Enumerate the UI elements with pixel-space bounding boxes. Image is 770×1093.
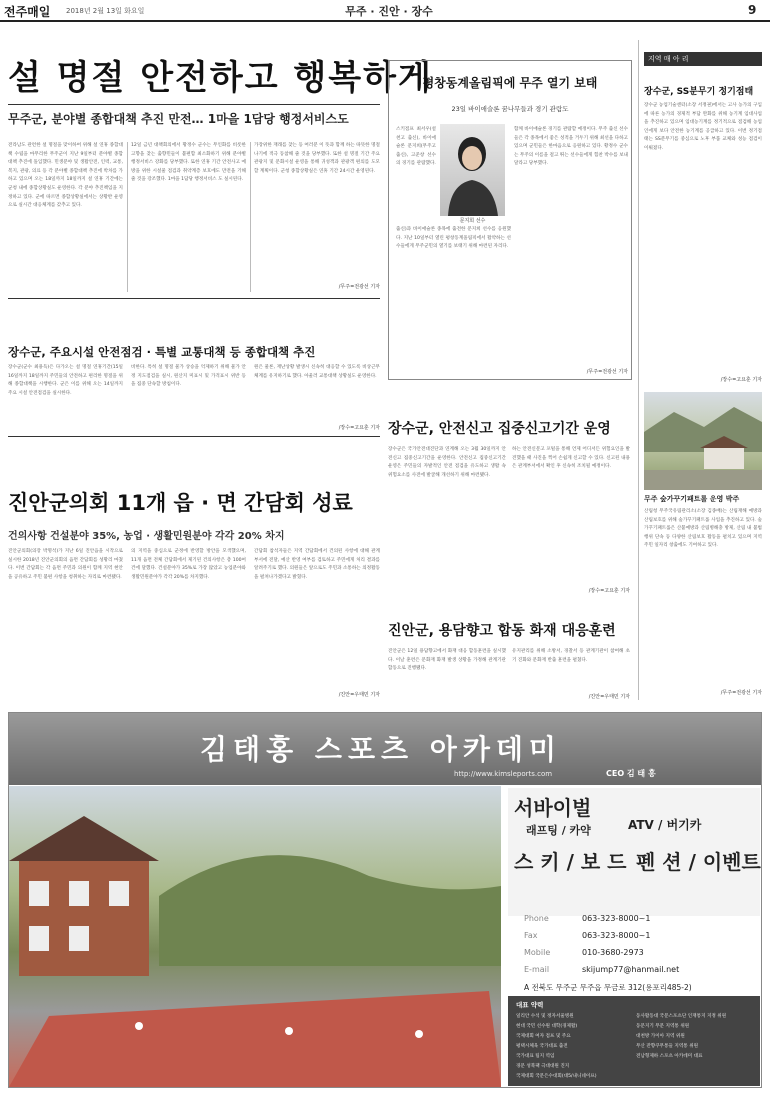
- body-art3-col3: 간담회 참석자들은 지역 간담회에서 건의된 사항에 대해 관계 부서에 전달, 예산 반영 여부를 검토하고 주민에게 처리 결과를 알려주기로 했다. 의원들은 앞으로도 주민과 소통하는 의정활동을 펼쳐나가겠다고 밝혔다.: [254, 549, 380, 580]
- headline-art2: 장수군, 주요시설 안전점검 · 특별 교통대책 등 종합대책 추진: [8, 345, 316, 359]
- sports-field-icon: [9, 786, 501, 1087]
- headline-art3: 진안군의회 11개 읍 · 면 간담회 성료: [8, 491, 353, 515]
- body-art6-col1: 진안군은 12일 용담향고에서 화재 대응 합동훈련을 실시했다. 이날 훈련은 문화재 화재 발생 상황을 가정해 관계기관 합동으로 진행됐다.: [388, 649, 506, 672]
- ad-address: A 전북도 무주군 무주읍 무금로 312(용포리485-2): [524, 983, 692, 992]
- history-item: 동사활동대 국문스포츠단 인재통지 지정 위원: [636, 1014, 727, 1019]
- body-art4-col1a: 스키점프 최서우(설천고 출신), 바이애슬론 문지희(무주고 출신), 고준창 선수의 경기를 관람했다.: [396, 127, 436, 167]
- subhead-art3: 건의사항 건설분야 35%, 농업 · 생활민원분야 각각 20% 차지: [8, 531, 285, 542]
- byline-art5: /장수=고요훈 기자: [588, 588, 630, 594]
- ad-history-left: [516, 1012, 628, 1082]
- ad-mobile-label: Mobile: [524, 948, 551, 957]
- page-number: 9: [748, 3, 757, 17]
- sidebar-photo-caption: 무주 숲가꾸기패트롤 운영 박주: [644, 495, 740, 503]
- byline-art6: /진안=우태민 기자: [588, 694, 630, 700]
- issue-date: 2018년 2월 13일 화요일: [66, 7, 145, 15]
- body-art2-col3: 원은 물론, 재난상황 발생시 신속히 대응할 수 있도록 비상근무체계를 유지하기로 했다. 아울러 교통대책 상황실도 운영한다.: [254, 365, 380, 379]
- body-art6-col2: 유지관리를 위해 소방서, 경찰서 등 관계기관이 참여해 초기 진화와 문화재 반출 훈련을 펼쳤다.: [512, 649, 630, 663]
- history-item: 일리안 수석 및 정자서울병원: [516, 1014, 574, 1019]
- ad-ski: 스 키 / 보 드: [514, 850, 627, 874]
- person-silhouette-icon: [440, 124, 505, 216]
- byline-art1: /무주=전광선 기자: [338, 284, 380, 290]
- ad-atv: ATV / 버기카: [628, 818, 702, 832]
- athlete-photo: [440, 124, 505, 216]
- ad-phone: 063-323-8000~1: [582, 914, 651, 923]
- history-item: 대천방 가이아 지역 위원: [636, 1034, 685, 1039]
- page-header: [0, 0, 770, 22]
- history-item: 현대 국민 선수원 대학(경제활): [516, 1024, 578, 1029]
- ad-email-label: E-mail: [524, 965, 550, 974]
- ad-rafting: 래프팅 / 카약: [526, 824, 591, 837]
- ad-photo: [9, 786, 501, 1087]
- ad-title: 김태홍 스포츠 아카데미: [200, 733, 562, 766]
- body-art2-col2: 비한다. 특히 설 명절 물가 상승을 억제하기 위해 물가 안정 지도점검을 실시, 원산지 미표시 및 가격표시 위반 등을 집중 단속할 방침이다.: [131, 365, 246, 388]
- ad-fax-label: Fax: [524, 931, 538, 940]
- history-item: 국제대회 국문은수대회(대5/내니네이프): [516, 1074, 597, 1079]
- byline-art4: /무주=전광선 기자: [586, 369, 628, 375]
- body-art4-col2: 함께 바이애슬론 경기를 관람할 예정이다. 무주 출신 선수들은 각 종목에서 좋은 성적을 거두기 위해 최선을 다하고 있으며 군민들은 한마음으로 응원하고 있다. 황정수 군수는 무주의 이름을 걸고 뛰는 선수들에게 힘찬 박수를 보내달라고 당부했다.: [514, 127, 628, 167]
- body-art2-col1: 장수군(군수 최용득)은 다가오는 설 명절 연휴기간(15일 16일까지 18일까지 주민들의 안전하고 편리한 명절을 위해 종합대책을 시행한다. 군은 이를 위해 오는 14일까지 주요 시설 안전점검을 실시한다.: [8, 365, 123, 396]
- body-art5-col2: 하는 안전신문고 포털을 통해 언제 어디서든 위험요인을 발견했을 때 사진을 찍어 손쉽게 신고할 수 있다. 신고된 내용은 관계부서에서 확인 후 신속히 조치될 예정이다.: [512, 447, 630, 470]
- byline-art2: /장수=고요훈 기자: [338, 425, 380, 431]
- body-art1-col1: 전라남도 관련한 설 명절을 맞이하여 위해 설 연휴 종합대책 수립을 마무리한 무주군이 지난 9일부터 분야별 종합대책 추진에 돌입했다. 민생분야 및 생활안전, 인력, 교통, 복지, 관광, 의료 등 각 분야별 종합대책 추진에 박차를 가하고 있으며 오는 18일까지 18일까지 설 연휴 기간에는 군청 내에 종합상황실도 운영한다. 각 분야 추진책임을 지정하고 있다. 군에 따르면 종합상황실에서는 상황반 운영으로 실시간 대응체계를 갖추고 있다.: [8, 143, 123, 209]
- ad-ceo: CEO 김 태 홍: [606, 769, 656, 778]
- ad-mobile: 010-3680-2973: [582, 948, 644, 957]
- byline-art3: /진안=우태민 기자: [338, 692, 380, 698]
- history-item: 평택시체육 국가대표 출전: [516, 1044, 568, 1049]
- body-art1-col2: 12일 금년 대책회의에서 황정수 군수는 무인화를 비롯한 고향을 찾는 출향민들이 불편함 최소화하기 위해 분야별 행정서비스 강화를 당부했다. 또한 연휴 기간 안전사고 예방을 위한 시설물 점검과 취약계층 보호에도 만전을 기해줄 것을 강조했다. 1마을 1담당 행정서비스 도 실시된다.: [131, 143, 246, 183]
- ad-url[interactable]: http://www.kimsleports.com: [454, 770, 553, 778]
- history-item: 국가대표 팀지 역임: [516, 1054, 555, 1059]
- sidebar-body-2: 산림청 무주국유림관리소(소장 김종배)는 산림재해 예방과 산림보호를 위해 숲가꾸기패트롤 사업을 추진하고 있다. 숲가꾸기패트롤은 산불예방과 산림병해충 방제, 산림 내 불법행위 단속 등 다양한 산림보호 활동을 펼치고 있으며 지역 주민 일자리 창출에도 기여하고 있다.: [644, 509, 762, 549]
- sidebar-byline-2: /무주=전광선 기자: [720, 690, 762, 696]
- headline-art5: 장수군, 안전신고 집중신고기간 운영: [388, 421, 611, 437]
- body-art3-col2: 의 지역을 중심으로 군정에 반영할 방안을 모색했으며, 11개 읍면 전체 간담회에서 제기된 건의사항은 총 100여건에 달했다. 건설분야가 35%로 가장 많았고 농업분야와 생활민원분야가 각각 20%를 차지했다.: [131, 549, 246, 580]
- history-item: 동문지기 무문 지역통 위원: [636, 1024, 690, 1029]
- sidebar-headline-1: 장수군, SS분무기 정기점태: [644, 87, 754, 97]
- ad-phone-label: Phone: [524, 914, 549, 923]
- ad-survival: 서바이벌: [514, 796, 592, 820]
- body-art1-col3: 가장위한 재래를 찾는 등 여러분 이 뜻과 함께 하는 따뜻한 명절 나기에 적극 동참해 줄 것을 당부했다. 또한 설 명절 기간 주요 관광지 및 문화시설 운영을 통해 귀성객과 관광객 편의를 도모할 계획이다. 군청 종합상황실은 연휴 기간 24시간 운영된다.: [254, 143, 380, 174]
- subhead-art4: 23일 바이애슬론 꿈나무들과 경기 관람도: [451, 105, 569, 113]
- ad-email[interactable]: skijump77@hanmail.net: [582, 965, 680, 974]
- sidebar-tag: 지역 매 아 리: [644, 52, 762, 66]
- sidebar-body-1: 장수군 농업기술센터(소장 서정권)에서는 고사 농가의 구입에 따른 농가의 경제적 부담 완화를 위해 농기계 임대사업을 추진하고 있으며 임대농기계를 정기적으로 점검해 농업인에게 보다 안전한 농기계를 공급하고 있다. 이번 정기점태는 SS분무기를 중심으로 노후 부품 교체와 성능 점검이 이뤄졌다.: [644, 103, 762, 151]
- body-art5-col1: 장수군은 국가안전대진단과 연계해 오는 3월 30일까지 안전신고 집중신고기간을 운영한다. 안전신고 집중신고기간 운영은 주민들의 자발적인 안전 점검을 유도하고 생활 속 위험요소를 사전에 발굴해 개선하기 위해 마련됐다.: [388, 447, 506, 478]
- headline-art6: 진안군, 용담향고 합동 화재 대응훈련: [388, 623, 616, 639]
- history-item: 전남형제하 스포츠 아카데미 대표: [636, 1054, 703, 1059]
- ad-history-title: 대표 약력: [516, 1001, 544, 1009]
- photo-caption-art4: 문지희 선수: [459, 218, 486, 224]
- ad-pension: 펜 션 / 이벤트: [636, 850, 761, 874]
- subhead-art1: 무주군, 분야별 종합대책 추진 만전… 1마을 1담당 행정서비스도: [8, 112, 349, 126]
- section-name: 무주 · 진안 · 장수: [345, 5, 433, 18]
- body-art3-col1: 진안군의회(의장 박명석)가 지난 6일 진안읍을 시작으로 실시한 2018년 진안군의회의 읍면 간담회를 성황리 마쳤다. 이번 간담회는 각 읍면 주민과 의원이 함께 지역 현안을 공유하고 주민 불편 사항을 청취하는 자리로 마련됐다.: [8, 549, 123, 580]
- village-scene-icon: [644, 392, 762, 490]
- history-item: 무산 잔향쿠무통들 지역통 위원: [636, 1044, 699, 1049]
- sidebar-byline-1: /장수=고요훈 기자: [720, 377, 762, 383]
- history-item: 경문 성북팩 극대대원 진지: [516, 1064, 570, 1069]
- history-item: 국제대회 여자 점프 및 주요: [516, 1034, 571, 1039]
- newspaper-logo: 전주매일: [4, 5, 51, 19]
- headline-art1: 설 명절 안전하고 행복하게: [8, 58, 433, 98]
- ad-history-right: [636, 1012, 756, 1062]
- headline-art4: 평창동계올림픽에 무주 열기 보태: [422, 76, 598, 90]
- sidebar-photo: [644, 392, 762, 490]
- body-art4-col1b: 출신)과 바이애슬론 종목에 출전한 문지희 선수를 응원했다. 지난 10일부터 열린 평창동계올림픽에서 활약하는 선수들에게 무주군민의 열기를 보태기 위해 마련된 자리다.: [396, 227, 511, 250]
- ad-fax: 063-323-8000~1: [582, 931, 651, 940]
